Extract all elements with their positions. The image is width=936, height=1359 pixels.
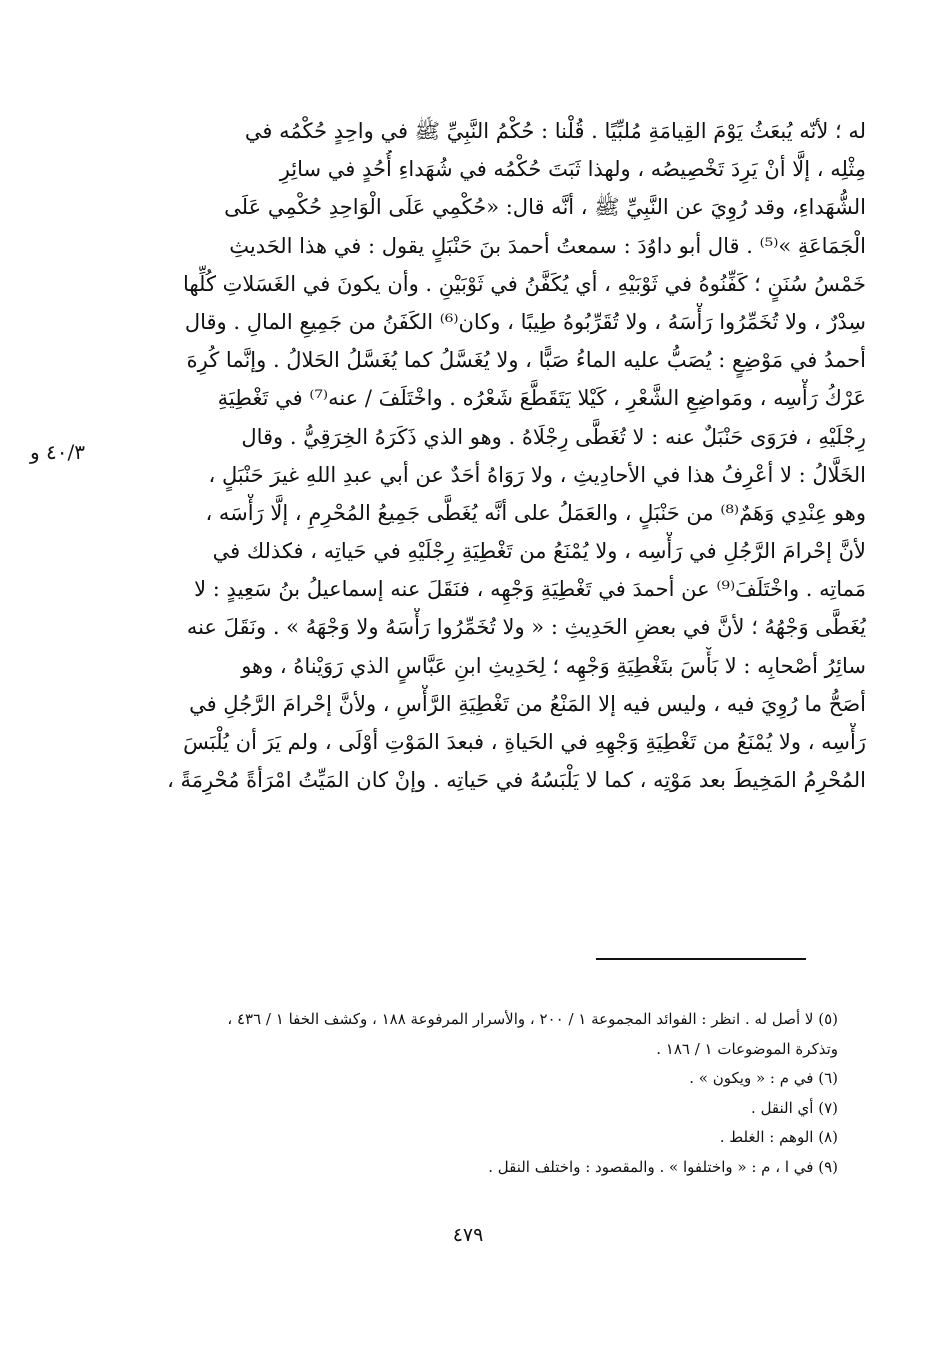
footnote-line: (٨) الوهم : الغلط . — [719, 1128, 838, 1146]
text-line: الْجَمَاعَةِ »⁽⁵⁾ . قال أبو داوُدَ : سمعتُ أحمدَ بنَ حَنْبَلٍ يقول : في هذا الحَديثِ — [229, 233, 866, 258]
text-line: سِدْرٌ ، ولا تُخَمِّرُوا رَأْسَهُ ، ولا تُقَرِّبُوهُ طِيبًا ، وكان⁽⁶⁾ الكَفَنُ من جَمِيعِ المالِ . وقال — [184, 309, 866, 334]
main-text — [146, 112, 866, 799]
text-line: لأنَّ إحْرامَ الرَّجُلِ في رَأْسِه ، ولا يُمْنَعُ من تَغْطِيَةِ رِجْلَيْهِ في حَياتِه ، فكذلك في — [212, 539, 866, 564]
text-line: مَماتِه . واخْتَلَفَ⁽⁹⁾ عن أحمدَ في تَغْطِيَةِ وَجْهِه ، فنَقَلَ عنه إسماعيلُ بنُ سَعِيدٍ : لا — [194, 577, 866, 602]
text-line: له ؛ لأنّه يُبعَثُ يَوْمَ القِيامَةِ مُلبِّيًا . قُلْنا : حُكْمُ النَّبِيِّ ﷺ في واحِدٍ حُكْمُه في — [244, 119, 866, 143]
text-line: سائِرُ أصْحابِه : لا بَأْسَ بتَغْطِيَةِ وَجْهِه ؛ لِحَدِيثِ ابنِ عَبَّاسٍ الذي رَوَيْناهُ ، وهو — [241, 653, 866, 678]
text-line: أصَحُّ ما رُوِيَ فيه ، وليس فيه إلا المَنْعُ من تَغْطِيَةِ الرَّأْسِ ، ولأنَّ إحْرامَ الرَّجُلِ في — [189, 691, 866, 716]
footnote-line: وتذكرة الموضوعات ١ / ١٨٦ . — [656, 1039, 838, 1058]
page-number: ٤٧٩ — [452, 1224, 484, 1246]
text-line: الشُّهَداءِ، وقد رُوِيَ عن النَّبِيِّ ﷺ ، أنَّه قال: «حُكْمِي عَلَى الْوَاحِدِ حُكْمِي عَلَى — [224, 195, 866, 220]
footnotes — [146, 1005, 838, 1182]
text-line: وهو عِنْدِي وَهَمٌ⁽⁸⁾ من حَنْبَلٍ ، والعَمَلُ على أنَّه يُغَطَّى جَمِيعُ المُحْرِمِ ، إلَّا رَأْسَه ، — [205, 500, 866, 525]
text-line: يُغَطَّى وَجْهُهُ ؛ لأنَّ في بعضِ الحَدِيثِ : « ولا تُخَمِّرُوا رَأْسَهُ ولا وَجْهَهُ » . ونَقَلَ عنه — [186, 615, 866, 640]
footnote-line: (٧) أي النقل . — [751, 1098, 838, 1117]
footnote-line: (٩) في ا ، م : « واختلفوا » . والمقصود : واختلف النقل . — [488, 1157, 838, 1176]
text-line: المُحْرِمُ المَخِيطَ بعد مَوْتِه ، كما لا يَلْبَسُهُ في حَياتِه . وإنْ كان المَيِّتُ امْرَأةً مُحْرِمَةً ، — [167, 768, 866, 793]
margin-folio-note: ٤٠/٣ و — [30, 440, 85, 464]
footnote-divider — [596, 958, 806, 960]
text-line: خَمْسُ سُنَنٍ ؛ كَفِّنُوهُ في ثَوْبَيْهِ ، أي يُكَفَّنُ في ثَوْبَيْنِ . وأن يكونَ في الغَسَلاتِ كُلِّها — [182, 271, 866, 296]
text-line: الخَلَّالُ : لا أعْرِفُ هذا في الأحادِيثِ ، ولا رَوَاهُ أحَدٌ عن أبي عبدِ اللهِ غيرَ حَنْبَلٍ ، — [208, 462, 866, 487]
text-line: أحمدُ في مَوْضِعٍ : يُصَبُّ عليه الماءُ صَبًّا ، ولا يُغَسَّلُ كما يُغَسَّلُ الحَلالُ . وإنَّما كُرِهَ — [186, 348, 866, 373]
footnote-line: (٥) لا أصل له . انظر : الفوائد المجموعة ١ / ٢٠٠ ، والأسرار المرفوعة ١٨٨ ، وكشف الخفا ١ / ٤٣٦ ، — [227, 1010, 838, 1028]
footnote-line: (٦) في م : « ويكون » . — [689, 1069, 838, 1087]
text-line: رِجْلَيْهِ ، فرَوَى حَنْبَلٌ عنه : لا تُغَطَّى رِجْلَاهُ . وهو الذي ذَكَرَهُ الخِرَقِيُّ . وقال — [241, 424, 866, 449]
text-line: عَرْكُ رَأْسِه ، ومَواضِعِ الشَّعْرِ ، كَيْلا يَتَقَطَّعَ شَعْرُه . واخْتَلَفَ / عنه⁽⁷⁾ في تَغْطِيَةِ — [217, 386, 866, 411]
text-line: رَأْسِه ، ولا يُمْنَعُ من تَغْطِيَةِ وَجْهِهِ في الحَياةِ ، فبعدَ المَوْتِ أوْلَى ، ولم يَرَ أن يُلْبَسَ — [183, 730, 866, 754]
text-line: مِثْلِه ، إلَّا أنْ يَرِدَ تَخْصِيصُه ، ولهذا ثَبَتَ حُكْمُه في شُهَداءِ أُحُدٍ في سائِرِ — [279, 157, 866, 182]
